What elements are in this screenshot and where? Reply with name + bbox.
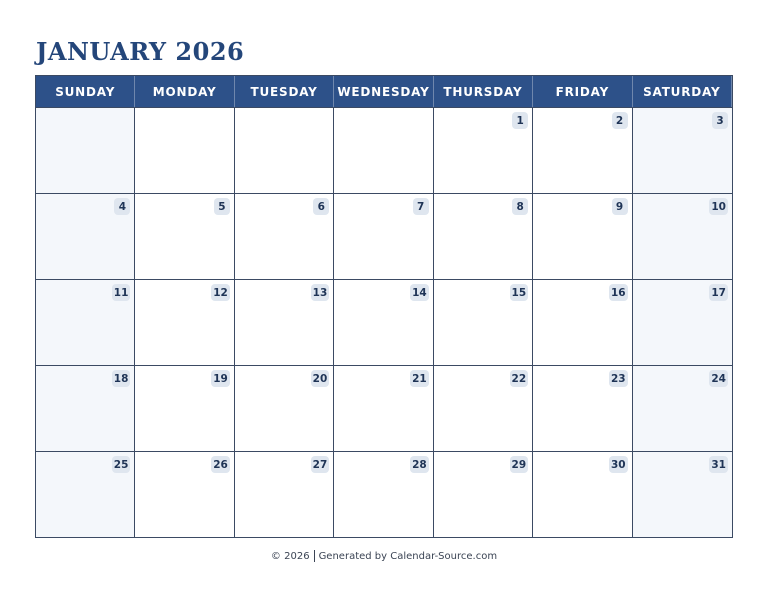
- day-number: 23: [609, 370, 628, 387]
- day-cell[interactable]: [434, 193, 533, 279]
- footer-copyright: © 2026: [270, 551, 310, 562]
- day-cell[interactable]: [633, 365, 732, 451]
- day-cell[interactable]: [633, 107, 732, 193]
- day-number: 9: [612, 198, 628, 215]
- day-number: 28: [410, 456, 429, 473]
- day-number: 15: [510, 284, 529, 301]
- day-number: 20: [311, 370, 330, 387]
- weekday-header-wednesday: WEDNESDAY: [334, 76, 433, 107]
- day-number: 8: [512, 198, 528, 215]
- day-number: 31: [709, 456, 728, 473]
- day-number: 26: [211, 456, 230, 473]
- calendar-title: JANUARY 2026: [36, 37, 245, 66]
- footer: [0, 550, 768, 562]
- day-number: 3: [712, 112, 728, 129]
- footer-generated: Generated by Calendar-Source.com: [318, 551, 498, 562]
- day-number: 7: [413, 198, 429, 215]
- day-number: 30: [609, 456, 628, 473]
- day-number: 10: [709, 198, 728, 215]
- day-cell[interactable]: [135, 107, 234, 193]
- day-cell[interactable]: [533, 279, 632, 365]
- weekday-header-saturday: SATURDAY: [633, 76, 732, 107]
- day-number: 11: [112, 284, 131, 301]
- day-cell[interactable]: [235, 279, 334, 365]
- day-number: 29: [510, 456, 529, 473]
- day-cell[interactable]: [36, 279, 135, 365]
- day-cell[interactable]: [434, 365, 533, 451]
- day-cell[interactable]: [434, 279, 533, 365]
- day-cell[interactable]: [235, 193, 334, 279]
- day-number: 25: [112, 456, 131, 473]
- day-cell[interactable]: [633, 193, 732, 279]
- day-cell[interactable]: [235, 451, 334, 537]
- day-cell[interactable]: [135, 193, 234, 279]
- day-number: 18: [112, 370, 131, 387]
- day-number: 24: [709, 370, 728, 387]
- day-cell[interactable]: [334, 451, 433, 537]
- day-number: 27: [311, 456, 330, 473]
- day-number: 19: [211, 370, 230, 387]
- weekday-header-thursday: THURSDAY: [434, 76, 533, 107]
- weekday-header-tuesday: TUESDAY: [235, 76, 334, 107]
- day-cell[interactable]: [434, 107, 533, 193]
- day-number: 17: [709, 284, 728, 301]
- day-cell[interactable]: [334, 279, 433, 365]
- day-cell[interactable]: [533, 365, 632, 451]
- weekday-header-monday: MONDAY: [135, 76, 234, 107]
- day-number: 16: [609, 284, 628, 301]
- day-number: 14: [410, 284, 429, 301]
- day-cell[interactable]: [36, 365, 135, 451]
- day-cell[interactable]: [633, 451, 732, 537]
- day-cell[interactable]: [135, 451, 234, 537]
- day-cell[interactable]: [334, 193, 433, 279]
- day-cell[interactable]: [533, 193, 632, 279]
- day-cell[interactable]: [633, 279, 732, 365]
- day-cell[interactable]: [36, 193, 135, 279]
- weekday-header-friday: FRIDAY: [533, 76, 632, 107]
- day-cell[interactable]: [36, 107, 135, 193]
- day-number: 21: [410, 370, 429, 387]
- day-cell[interactable]: [533, 107, 632, 193]
- day-cell[interactable]: [434, 451, 533, 537]
- day-cell[interactable]: [235, 365, 334, 451]
- day-cell[interactable]: [334, 107, 433, 193]
- footer-separator: [314, 550, 315, 562]
- day-number: 5: [214, 198, 230, 215]
- day-number: 4: [114, 198, 130, 215]
- weekday-header-sunday: SUNDAY: [36, 76, 135, 107]
- day-number: 22: [510, 370, 529, 387]
- day-number: 1: [512, 112, 528, 129]
- day-cell[interactable]: [135, 279, 234, 365]
- day-cell[interactable]: [533, 451, 632, 537]
- day-cell[interactable]: [235, 107, 334, 193]
- day-number: 12: [211, 284, 230, 301]
- day-cell[interactable]: [334, 365, 433, 451]
- day-cell[interactable]: [36, 451, 135, 537]
- day-number: 13: [311, 284, 330, 301]
- day-number: 2: [612, 112, 628, 129]
- day-cell[interactable]: [135, 365, 234, 451]
- day-number: 6: [313, 198, 329, 215]
- calendar-grid: [35, 75, 733, 538]
